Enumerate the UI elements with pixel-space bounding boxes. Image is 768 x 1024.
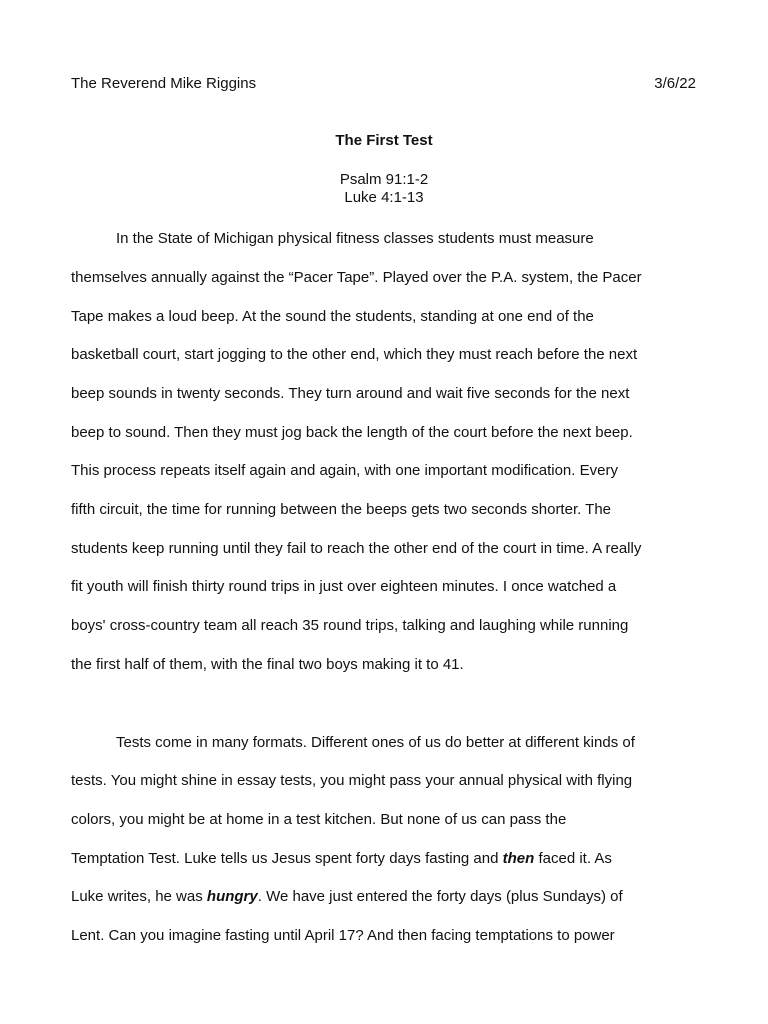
paragraph-2-line (71, 849, 612, 869)
paragraph-1-line: fifth circuit, the time for running between the beeps gets two seconds shorter. The (71, 501, 612, 518)
sermon-date: 3/6/22 (654, 75, 696, 92)
line-text: Luke writes, he was (71, 888, 207, 905)
paragraph-1-line: boys' cross-country team all reach 35 round trips, talking and laughing while running (71, 617, 629, 634)
paragraph-2-line: Lent. Can you imagine fasting until April 17? And then facing temptations to power (71, 927, 615, 944)
paragraph-1-line: the first half of them, with the final two boys making it to 41. (71, 656, 464, 673)
scripture-reference-luke: Luke 4:1-13 (344, 189, 424, 206)
paragraph-2-line: tests. You might shine in essay tests, you might pass your annual physical with flying (71, 772, 633, 789)
paragraph-1-line: beep sounds in twenty seconds. They turn around and wait five seconds for the next (71, 385, 630, 402)
scripture-reference-psalm: Psalm 91:1-2 (339, 171, 429, 188)
line-text: faced it. As (534, 850, 612, 867)
paragraph-1-line: Tape makes a loud beep. At the sound the students, standing at one end of the (71, 308, 594, 325)
author-name: The Reverend Mike Riggins (71, 75, 257, 92)
document-header (71, 74, 696, 94)
paragraph-1-line: In the State of Michigan physical fitness classes students must measure (116, 230, 594, 247)
emphasized-word: hungry (206, 888, 258, 905)
sermon-title: The First Test (335, 132, 433, 149)
paragraph-1-line: themselves annually against the “Pacer Tape”. Played over the P.A. system, the Pacer (71, 269, 642, 286)
paragraph-2-line: colors, you might be at home in a test kitchen. But none of us can pass the (71, 811, 567, 828)
paragraph-1-line: This process repeats itself again and again, with one important modification. Every (71, 462, 618, 479)
paragraph-1-line: students keep running until they fail to reach the other end of the court in time. A really (71, 540, 642, 557)
paragraph-1-line: fit youth will finish thirty round trips in just over eighteen minutes. I once watched a (71, 578, 617, 595)
paragraph-1-line: beep to sound. Then they must jog back the length of the court before the next beep. (71, 424, 633, 441)
paragraph-1-line: basketball court, start jogging to the other end, which they must reach before the next (71, 346, 638, 363)
line-text: Temptation Test. Luke tells us Jesus spent forty days fasting and (71, 850, 503, 867)
paragraph-2-line: Tests come in many formats. Different ones of us do better at different kinds of (116, 734, 635, 751)
paragraph-2-line (71, 887, 623, 907)
line-text: . We have just entered the forty days (plus Sundays) of (257, 888, 623, 905)
emphasized-word: then (502, 850, 535, 867)
